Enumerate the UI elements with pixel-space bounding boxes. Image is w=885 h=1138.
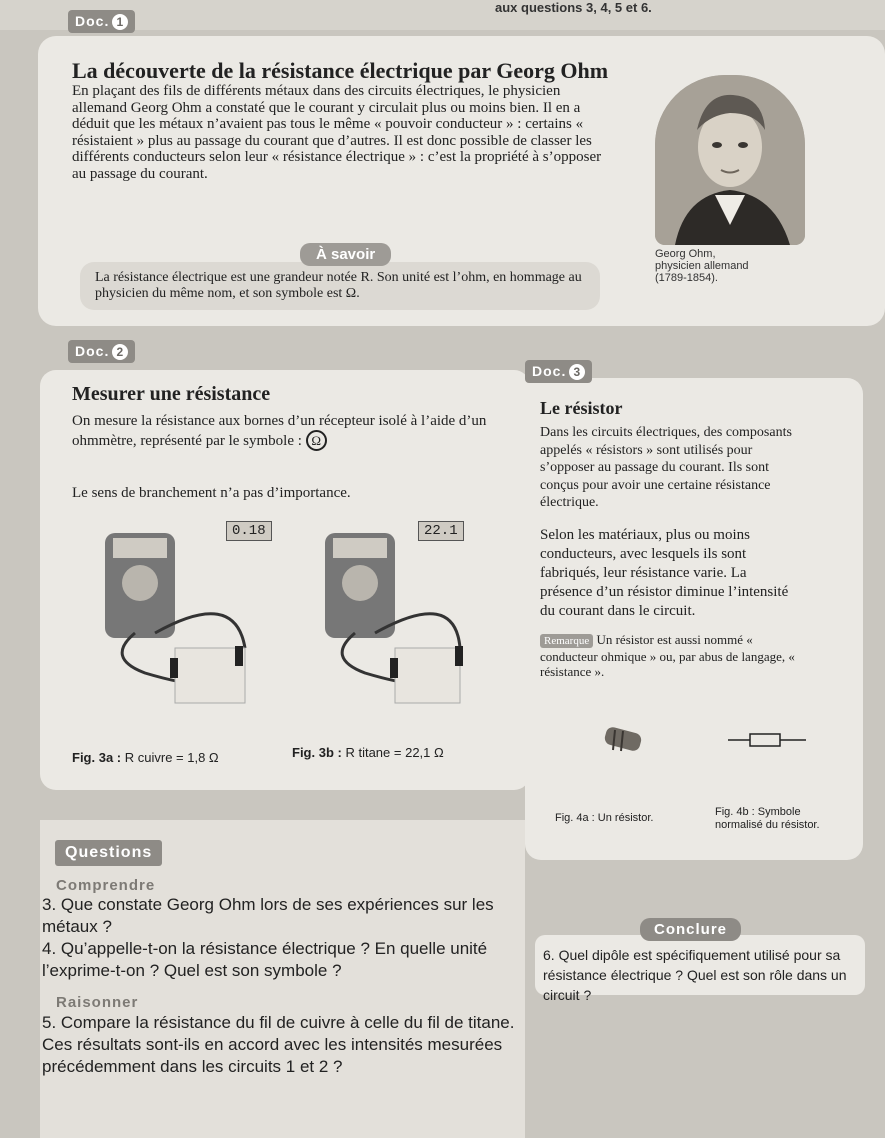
fig3b-caption: [292, 745, 444, 760]
doc3-paragraph-b: Selon les matériaux, plus ou moins conducteurs, avec lesquels ils sont fabriqués, leur résistance varie. La présence d’un résistor diminue l’intensité du courant dans le circuit.: [540, 527, 789, 619]
fig4b-line2: normalisé du résistor.: [715, 819, 820, 831]
question-6: 6. Quel dipôle est spécifiquement utilisé pour sa résistance électrique ? Quel est son rôle dans un circuit ?: [543, 947, 847, 1003]
caption-line1: Georg Ohm,: [655, 248, 716, 260]
resistor-photo: [597, 722, 657, 758]
doc3-badge: [525, 360, 592, 383]
display-a: 0.18: [226, 521, 272, 541]
remarque-badge: Remarque: [540, 634, 593, 648]
doc2-paragraph-b: Le sens de branchement n’a pas d’importance.: [72, 485, 351, 501]
questions-title: Questions: [55, 840, 162, 866]
doc3-remarque: [540, 632, 802, 679]
fig3b-value: R titane = 22,1 Ω: [345, 745, 444, 760]
doc1-badge: [68, 10, 135, 33]
remarque-text: Un résistor est aussi nommé « conducteur ohmique » ou, par abus de langage, « résistance ».: [540, 632, 795, 679]
question-3: 3. Que constate Georg Ohm lors de ses expériences sur les métaux ?: [42, 895, 494, 936]
doc1-badge-num: 1: [112, 14, 128, 30]
caption-line2: physicien allemand: [655, 260, 749, 272]
comprendre-heading: Comprendre: [56, 877, 156, 894]
question-4: 4. Qu’appelle-t-on la résistance électrique ? En quelle unité l’exprime-t-on ? Quel est son symbole ?: [42, 939, 488, 980]
top-instruction: aux questions 3, 4, 5 et 6.: [495, 0, 652, 15]
savoir-text: La résistance électrique est une grandeur notée R. Son unité est l’ohm, en hommage au physicien du même nom, et son symbole est Ω.: [95, 270, 582, 301]
doc2-title: Mesurer une résistance: [72, 383, 271, 405]
doc3-badge-num: 3: [569, 364, 585, 380]
doc3-title: Le résistor: [540, 398, 623, 418]
doc2-badge: [68, 340, 135, 363]
display-b: 22.1: [418, 521, 464, 541]
doc1-title: La découverte de la résistance électrique par Georg Ohm: [72, 58, 609, 83]
resistor-symbol: [728, 732, 806, 748]
doc2-badge-num: 2: [112, 344, 128, 360]
multimeter-illustration: [95, 508, 475, 733]
doc2-badge-label: Doc.: [75, 343, 110, 359]
fig3b-label: Fig. 3b :: [292, 745, 342, 760]
georg-ohm-portrait: [655, 75, 805, 245]
portrait-caption: [655, 248, 749, 284]
fig4b-line1: Fig. 4b : Symbole: [715, 806, 801, 818]
question-5: 5. Compare la résistance du fil de cuivre à celle du fil de titane. Ces résultats sont-ils en accord avec les intensités mesurées précédemment dans les circuits 1 et 2 ?: [42, 1013, 515, 1076]
fig3a-value: R cuivre = 1,8 Ω: [124, 750, 219, 765]
doc3-paragraph-a: Dans les circuits électriques, des composants appelés « résistors » sont utilisés pour s’opposer au passage du courant. Ils sont conçus pour avoir une certaine résistance électrique.: [540, 425, 792, 510]
doc1-badge-label: Doc.: [75, 13, 110, 29]
fig3a-label: Fig. 3a :: [72, 750, 122, 765]
doc1-paragraph: En plaçant des fils de différents métaux dans des circuits électriques, le physicien allemand Georg Ohm a constaté que le courant y circulait plus ou moins bien. Il en a déduit que les métaux n’avaient pas tous le même « pouvoir conducteur » : certains « résistaient » plus au passage du courant que d’autres. Il est donc possible de classer les différents conducteurs selon leur « résistance électrique » : c’est la propriété à s’opposer au passage du courant.: [72, 83, 602, 182]
doc2-paragraph-a-text: On mesure la résistance aux bornes d’un récepteur isolé à l’aide d’un ohmmètre, représenté par le symbole :: [72, 413, 487, 449]
doc3-badge-label: Doc.: [532, 363, 567, 379]
conclure-badge: Conclure: [640, 918, 741, 941]
doc2-paragraph-a: [72, 412, 497, 451]
savoir-badge: À savoir: [300, 243, 391, 266]
fig4b-caption: [715, 806, 820, 832]
fig4a-caption: Fig. 4a : Un résistor.: [555, 812, 654, 824]
fig3a-caption: [72, 750, 219, 765]
raisonner-heading: Raisonner: [56, 994, 139, 1011]
caption-line3: (1789-1854).: [655, 272, 718, 284]
ohmmeter-symbol: Ω: [306, 430, 327, 451]
